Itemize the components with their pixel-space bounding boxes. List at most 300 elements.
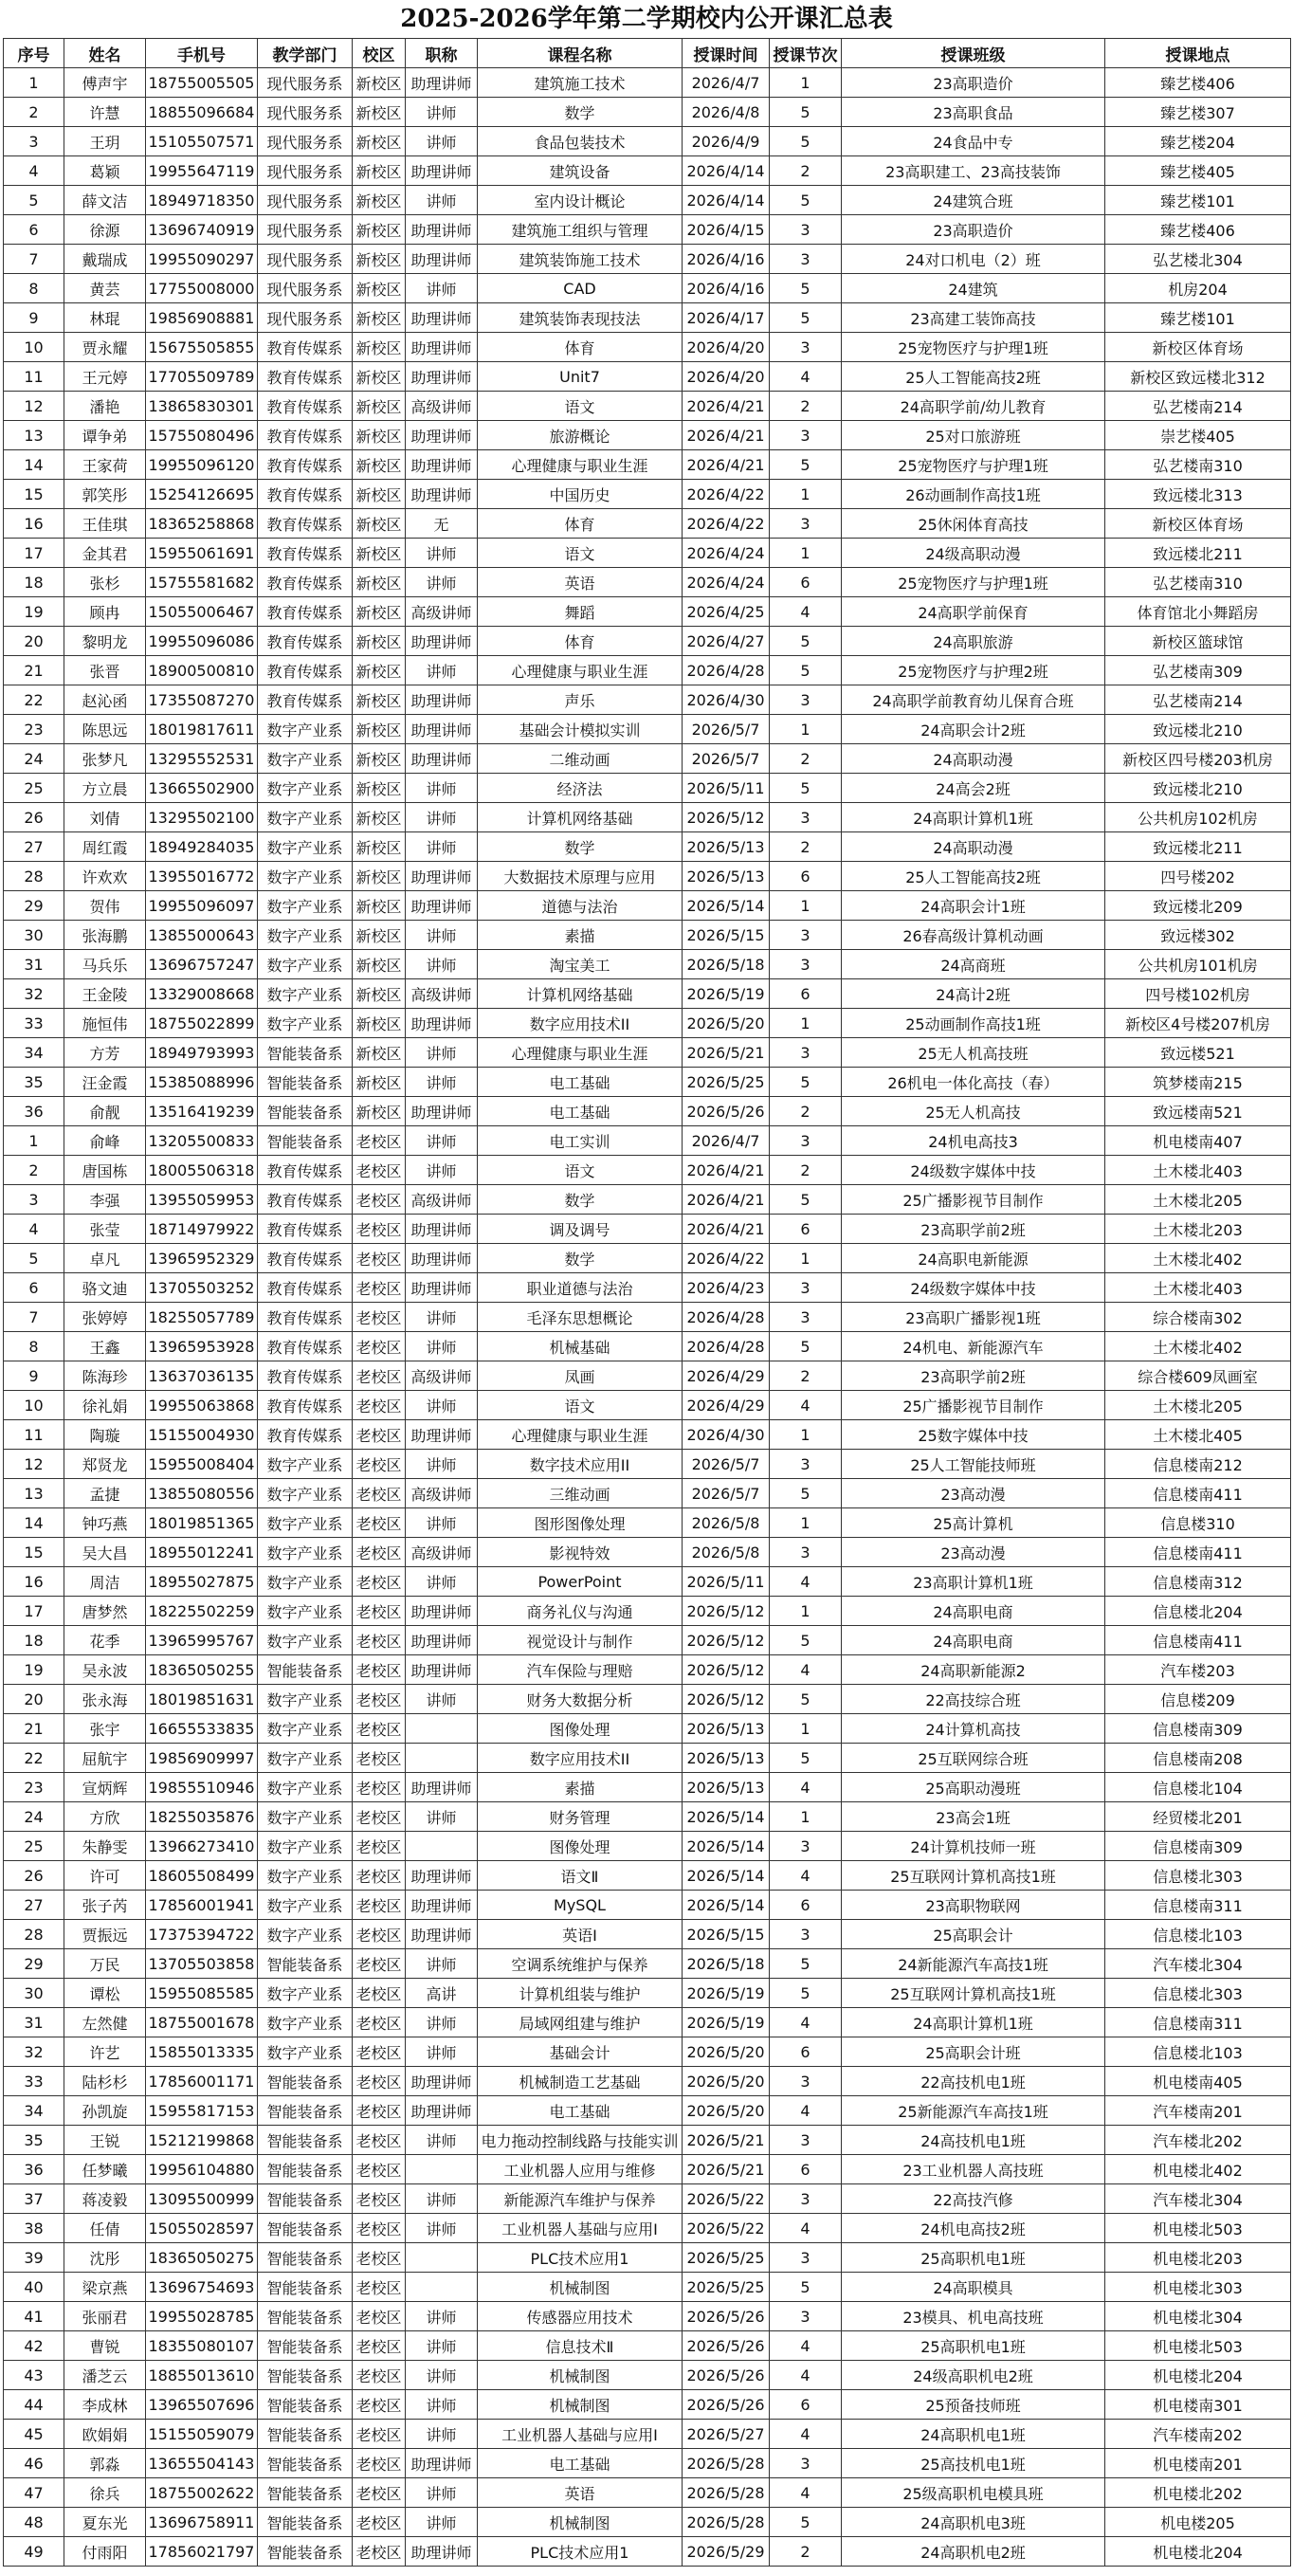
cell-seq: 11 [4,1420,64,1450]
cell-title: 助理讲师 [406,245,478,274]
cell-phone: 19855510946 [146,1773,258,1802]
cell-campus: 老校区 [353,1655,406,1685]
cell-period: 3 [770,685,842,715]
cell-phone: 18955012241 [146,1538,258,1567]
cell-name: 张莹 [64,1215,146,1244]
table-row [4,627,1291,656]
cell-period: 1 [770,1597,842,1626]
cell-campus: 新校区 [353,715,406,744]
cell-location: 汽车楼北304 [1105,2184,1291,2214]
cell-course: 图像处理 [478,1714,683,1744]
cell-phone: 17755008000 [146,274,258,303]
cell-department: 智能装备系 [258,1038,353,1068]
cell-seq: 24 [4,1802,64,1832]
cell-title [406,2273,478,2302]
cell-title: 助理讲师 [406,333,478,362]
cell-location: 综合楼南302 [1105,1303,1291,1332]
cell-name: 贾永耀 [64,333,146,362]
cell-period: 4 [770,1391,842,1420]
cell-period: 5 [770,1744,842,1773]
cell-location: 信息楼南312 [1105,1567,1291,1597]
cell-course: 机械制造工艺基础 [478,2067,683,2096]
cell-seq: 20 [4,1685,64,1714]
cell-seq: 34 [4,1038,64,1068]
cell-date: 2026/4/15 [683,215,770,245]
cell-period: 3 [770,1273,842,1303]
cell-class: 24机电、新能源汽车 [842,1332,1105,1361]
cell-period: 4 [770,2008,842,2037]
cell-phone: 18755001678 [146,2008,258,2037]
cell-period: 1 [770,891,842,921]
table-row [4,2478,1291,2508]
cell-location: 机电楼南201 [1105,2449,1291,2478]
cell-location: 新校区四号楼203机房 [1105,744,1291,774]
cell-class: 23高会1班 [842,1802,1105,1832]
cell-campus: 新校区 [353,685,406,715]
cell-name: 张杉 [64,568,146,597]
cell-phone: 18755005505 [146,68,258,98]
cell-phone: 18019817611 [146,715,258,744]
cell-seq: 15 [4,1538,64,1567]
cell-date: 2026/4/20 [683,333,770,362]
table-row [4,2008,1291,2037]
cell-seq: 37 [4,2184,64,2214]
cell-title: 讲师 [406,2478,478,2508]
cell-campus: 老校区 [353,1773,406,1802]
cell-class: 22高技汽修 [842,2184,1105,2214]
table-row [4,1802,1291,1832]
cell-name: 蒋凌毅 [64,2184,146,2214]
cell-phone: 19856909997 [146,1744,258,1773]
cell-location: 信息楼北103 [1105,2037,1291,2067]
cell-campus: 老校区 [353,1979,406,2008]
cell-name: 孙凯旋 [64,2096,146,2126]
table-row [4,156,1291,186]
cell-name: 俞靓 [64,1097,146,1126]
cell-phone: 15212199868 [146,2126,258,2155]
cell-title: 讲师 [406,1156,478,1185]
cell-seq: 19 [4,597,64,627]
cell-location: 致远楼521 [1105,1038,1291,1068]
cell-department: 教育传媒系 [258,362,353,392]
cell-location: 公共机房101机房 [1105,950,1291,979]
cell-class: 25预备技师班 [842,2390,1105,2420]
cell-phone: 18855096684 [146,98,258,127]
cell-course: 室内设计概论 [478,186,683,215]
cell-phone: 18755022899 [146,1009,258,1038]
cell-department: 现代服务系 [258,156,353,186]
cell-seq: 33 [4,1009,64,1038]
cell-campus: 新校区 [353,539,406,568]
cell-course: 建筑装饰施工技术 [478,245,683,274]
cell-location: 机电楼北503 [1105,2331,1291,2361]
cell-class: 25高职动漫班 [842,1773,1105,1802]
summary-table [3,38,1291,2567]
cell-phone: 13655504143 [146,2449,258,2478]
cell-campus: 老校区 [353,1920,406,1949]
cell-date: 2026/5/13 [683,862,770,891]
cell-period: 5 [770,1979,842,2008]
header-name: 姓名 [64,39,146,68]
cell-campus: 老校区 [353,1420,406,1450]
cell-name: 张永海 [64,1685,146,1714]
cell-campus: 新校区 [353,979,406,1009]
cell-location: 信息楼北303 [1105,1979,1291,2008]
cell-period: 4 [770,1861,842,1891]
cell-class: 24高职电新能源 [842,1244,1105,1273]
cell-name: 王家荷 [64,450,146,480]
cell-seq: 1 [4,1126,64,1156]
cell-course: 工业机器人基础与应用Ⅰ [478,2420,683,2449]
cell-department: 智能装备系 [258,2537,353,2567]
cell-seq: 13 [4,1479,64,1508]
cell-course: 凤画 [478,1361,683,1391]
cell-course: 电工实训 [478,1126,683,1156]
cell-campus: 老校区 [353,2243,406,2273]
cell-title: 讲师 [406,832,478,862]
cell-department: 智能装备系 [258,2126,353,2155]
cell-class: 25宠物医疗与护理1班 [842,333,1105,362]
cell-department: 教育传媒系 [258,627,353,656]
cell-seq: 38 [4,2214,64,2243]
cell-seq: 36 [4,2155,64,2184]
cell-name: 屈航宇 [64,1744,146,1773]
cell-period: 2 [770,744,842,774]
cell-course: 基础会计 [478,2037,683,2067]
cell-name: 汪金霞 [64,1068,146,1097]
cell-course: 建筑设备 [478,156,683,186]
cell-phone: 13329008668 [146,979,258,1009]
cell-name: 黎明龙 [64,627,146,656]
cell-course: 图形图像处理 [478,1508,683,1538]
cell-course: 建筑施工组织与管理 [478,215,683,245]
cell-name: 王锐 [64,2126,146,2155]
cell-campus: 新校区 [353,1068,406,1097]
table-row [4,2214,1291,2243]
cell-department: 教育传媒系 [258,656,353,685]
cell-period: 6 [770,568,842,597]
cell-name: 葛颖 [64,156,146,186]
cell-phone: 13955059953 [146,1185,258,1215]
cell-period: 6 [770,2390,842,2420]
cell-phone: 17355087270 [146,685,258,715]
cell-department: 教育传媒系 [258,509,353,539]
cell-location: 土木楼北403 [1105,1273,1291,1303]
cell-seq: 34 [4,2096,64,2126]
cell-campus: 老校区 [353,1361,406,1391]
table-row [4,98,1291,127]
cell-department: 数字产业系 [258,1744,353,1773]
table-row [4,1244,1291,1273]
table-row [4,685,1291,715]
cell-period: 1 [770,1009,842,1038]
cell-phone: 13205500833 [146,1126,258,1156]
cell-campus: 老校区 [353,2096,406,2126]
cell-date: 2026/5/12 [683,1626,770,1655]
table-row [4,1832,1291,1861]
cell-period: 3 [770,2184,842,2214]
cell-location: 土木楼北203 [1105,1215,1291,1244]
cell-course: 毛泽东思想概论 [478,1303,683,1332]
cell-campus: 新校区 [353,480,406,509]
cell-department: 数字产业系 [258,1773,353,1802]
cell-campus: 老校区 [353,1156,406,1185]
cell-class: 25宠物医疗与护理2班 [842,656,1105,685]
cell-name: 许艺 [64,2037,146,2067]
cell-title: 助理讲师 [406,1273,478,1303]
cell-name: 唐梦然 [64,1597,146,1626]
table-row [4,1949,1291,1979]
cell-phone: 13637036135 [146,1361,258,1391]
cell-class: 24高职学前/幼儿教育 [842,392,1105,421]
table-row [4,1714,1291,1744]
cell-name: 王金陵 [64,979,146,1009]
cell-period: 5 [770,656,842,685]
cell-location: 弘艺楼南310 [1105,450,1291,480]
cell-phone: 13095500999 [146,2184,258,2214]
cell-seq: 21 [4,656,64,685]
cell-course: 基础会计模拟实训 [478,715,683,744]
header-location: 授课地点 [1105,39,1291,68]
cell-period: 6 [770,862,842,891]
cell-phone: 13665502900 [146,774,258,803]
cell-name: 唐国栋 [64,1156,146,1185]
cell-course: 心理健康与职业生涯 [478,1038,683,1068]
cell-class: 25高计算机 [842,1508,1105,1538]
cell-course: 信息技术Ⅱ [478,2331,683,2361]
cell-location: 弘艺楼北304 [1105,245,1291,274]
cell-title: 讲师 [406,98,478,127]
cell-class: 25互联网计算机高技1班 [842,1979,1105,2008]
cell-name: 张丽君 [64,2302,146,2331]
cell-date: 2026/4/29 [683,1361,770,1391]
cell-phone: 18955027875 [146,1567,258,1597]
cell-campus: 老校区 [353,2449,406,2478]
cell-location: 弘艺楼南214 [1105,685,1291,715]
cell-location: 臻艺楼204 [1105,127,1291,156]
cell-location: 机电楼南405 [1105,2067,1291,2096]
table-row [4,1038,1291,1068]
cell-phone: 15675505855 [146,333,258,362]
cell-date: 2026/5/25 [683,2273,770,2302]
cell-location: 信息楼209 [1105,1685,1291,1714]
cell-location: 土木楼北402 [1105,1244,1291,1273]
cell-period: 5 [770,1949,842,1979]
cell-phone: 19956104880 [146,2155,258,2184]
cell-date: 2026/5/28 [683,2449,770,2478]
cell-date: 2026/5/11 [683,774,770,803]
cell-period: 3 [770,803,842,832]
cell-course: 体育 [478,509,683,539]
cell-class: 24建筑 [842,274,1105,303]
cell-name: 方芳 [64,1038,146,1068]
cell-class: 24机电高技2班 [842,2214,1105,2243]
cell-seq: 8 [4,274,64,303]
cell-location: 新校区致远楼北312 [1105,362,1291,392]
cell-class: 25动画制作高技1班 [842,1009,1105,1038]
cell-period: 3 [770,421,842,450]
cell-date: 2026/5/26 [683,2361,770,2390]
cell-title: 讲师 [406,2390,478,2420]
cell-department: 智能装备系 [258,2096,353,2126]
cell-title: 讲师 [406,2361,478,2390]
cell-date: 2026/4/21 [683,450,770,480]
cell-title: 无 [406,509,478,539]
cell-name: 张海鹏 [64,921,146,950]
cell-location: 信息楼北303 [1105,1861,1291,1891]
table-row [4,2420,1291,2449]
cell-period: 3 [770,509,842,539]
table-row [4,979,1291,1009]
table-row [4,1185,1291,1215]
cell-date: 2026/5/7 [683,1479,770,1508]
cell-department: 数字产业系 [258,1920,353,1949]
cell-phone: 18949718350 [146,186,258,215]
table-row [4,1861,1291,1891]
cell-seq: 10 [4,333,64,362]
cell-period: 5 [770,2273,842,2302]
cell-location: 新校区体育场 [1105,333,1291,362]
cell-title: 助理讲师 [406,1891,478,1920]
cell-department: 教育传媒系 [258,685,353,715]
cell-class: 25新能源汽车高技1班 [842,2096,1105,2126]
cell-class: 23模具、机电高技班 [842,2302,1105,2331]
cell-campus: 新校区 [353,656,406,685]
cell-seq: 35 [4,1068,64,1097]
cell-phone: 13865830301 [146,392,258,421]
cell-seq: 17 [4,1597,64,1626]
table-body [4,68,1291,2567]
cell-location: 机电楼北304 [1105,2302,1291,2331]
cell-date: 2026/4/21 [683,1185,770,1215]
cell-campus: 老校区 [353,1567,406,1597]
cell-name: 林琨 [64,303,146,333]
cell-title: 助理讲师 [406,1215,478,1244]
cell-name: 方立晨 [64,774,146,803]
cell-course: 调及调号 [478,1215,683,1244]
cell-location: 汽车楼南202 [1105,2420,1291,2449]
cell-course: 职业道德与法治 [478,1273,683,1303]
cell-period: 2 [770,1156,842,1185]
cell-date: 2026/4/14 [683,156,770,186]
cell-period: 2 [770,392,842,421]
cell-seq: 22 [4,685,64,715]
cell-location: 土木楼北205 [1105,1185,1291,1215]
cell-campus: 老校区 [353,1832,406,1861]
cell-campus: 新校区 [353,832,406,862]
cell-name: 朱静雯 [64,1832,146,1861]
cell-campus: 新校区 [353,627,406,656]
cell-date: 2026/5/18 [683,950,770,979]
cell-title: 助理讲师 [406,2537,478,2567]
cell-department: 智能装备系 [258,2420,353,2449]
cell-department: 教育传媒系 [258,1303,353,1332]
cell-location: 公共机房102机房 [1105,803,1291,832]
cell-campus: 新校区 [353,1038,406,1068]
cell-class: 24计算机技师一班 [842,1832,1105,1861]
cell-date: 2026/5/12 [683,803,770,832]
cell-name: 方欣 [64,1802,146,1832]
cell-period: 5 [770,186,842,215]
cell-location: 机房204 [1105,274,1291,303]
cell-title: 讲师 [406,2008,478,2037]
cell-phone: 13295502100 [146,803,258,832]
cell-date: 2026/5/21 [683,2155,770,2184]
cell-seq: 7 [4,1303,64,1332]
cell-class: 25广播影视节目制作 [842,1391,1105,1420]
cell-date: 2026/4/28 [683,1303,770,1332]
cell-period: 3 [770,950,842,979]
cell-location: 机电楼北202 [1105,2478,1291,2508]
cell-title: 助理讲师 [406,421,478,450]
cell-department: 数字产业系 [258,832,353,862]
cell-date: 2026/5/20 [683,1009,770,1038]
cell-campus: 老校区 [353,2331,406,2361]
cell-period: 6 [770,1215,842,1244]
table-row [4,2361,1291,2390]
cell-class: 25高技机电1班 [842,2449,1105,2478]
cell-title: 讲师 [406,1802,478,1832]
cell-seq: 27 [4,1891,64,1920]
cell-class: 23高动漫 [842,1538,1105,1567]
cell-campus: 老校区 [353,2390,406,2420]
cell-class: 25高职机电1班 [842,2243,1105,2273]
cell-campus: 老校区 [353,2361,406,2390]
cell-location: 信息楼310 [1105,1508,1291,1538]
cell-campus: 老校区 [353,1215,406,1244]
cell-class: 24级高职机电2班 [842,2361,1105,2390]
cell-title: 讲师 [406,274,478,303]
cell-class: 24建筑合班 [842,186,1105,215]
cell-name: 王元婷 [64,362,146,392]
cell-date: 2026/5/27 [683,2420,770,2449]
cell-campus: 新校区 [353,774,406,803]
cell-campus: 老校区 [353,2155,406,2184]
cell-phone: 15955817153 [146,2096,258,2126]
cell-seq: 5 [4,1244,64,1273]
cell-campus: 老校区 [353,2537,406,2567]
table-row [4,1744,1291,1773]
cell-title: 讲师 [406,2420,478,2449]
cell-course: 二维动画 [478,744,683,774]
table-row [4,2537,1291,2567]
cell-course: 数字应用技术II [478,1744,683,1773]
cell-location: 机电楼南301 [1105,2390,1291,2420]
cell-course: 机械制图 [478,2390,683,2420]
cell-class: 25人工智能技师班 [842,1450,1105,1479]
cell-phone: 18714979922 [146,1215,258,1244]
cell-department: 教育传媒系 [258,1420,353,1450]
cell-date: 2026/4/17 [683,303,770,333]
cell-department: 数字产业系 [258,715,353,744]
cell-period: 3 [770,1038,842,1068]
cell-seq: 24 [4,744,64,774]
cell-seq: 23 [4,1773,64,1802]
cell-title: 助理讲师 [406,2067,478,2096]
table-row [4,2508,1291,2537]
cell-campus: 新校区 [353,274,406,303]
cell-title: 讲师 [406,2508,478,2537]
cell-period: 3 [770,1832,842,1861]
cell-name: 任梦曦 [64,2155,146,2184]
cell-seq: 14 [4,1508,64,1538]
cell-phone: 15755581682 [146,568,258,597]
cell-title: 讲师 [406,539,478,568]
cell-seq: 14 [4,450,64,480]
cell-title: 助理讲师 [406,744,478,774]
cell-seq: 30 [4,1979,64,2008]
cell-seq: 4 [4,1215,64,1244]
